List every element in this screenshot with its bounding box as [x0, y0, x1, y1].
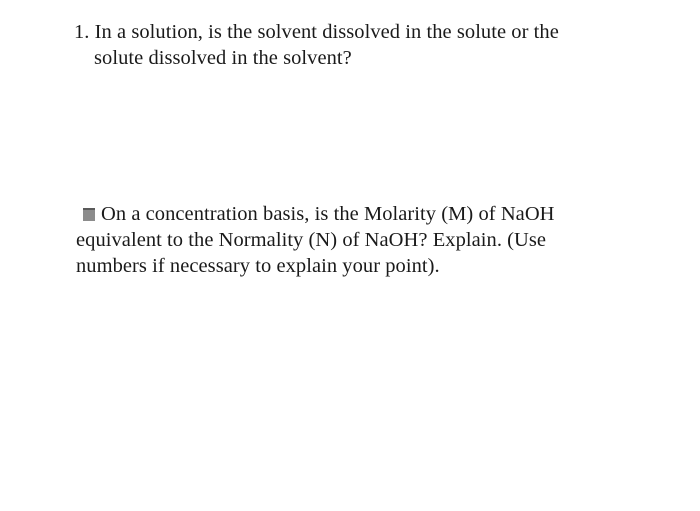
question-2: [76, 201, 555, 279]
question-2-line-2: equivalent to the Normality (N) of NaOH? Explain. (Use: [76, 229, 547, 251]
gray-square-bullet-icon: [83, 208, 95, 221]
question-1: [74, 19, 559, 71]
question-1-line-2: solute dissolved in the solvent?: [94, 47, 352, 69]
question-2-line-1: [76, 201, 555, 227]
question-2-line-3: numbers if necessary to explain your point).: [76, 255, 440, 277]
question-2-line-1-text: On a concentration basis, is the Molarity (M) of NaOH: [101, 203, 555, 225]
question-1-line-1: 1. In a solution, is the solvent dissolved in the solute or the: [74, 21, 559, 43]
